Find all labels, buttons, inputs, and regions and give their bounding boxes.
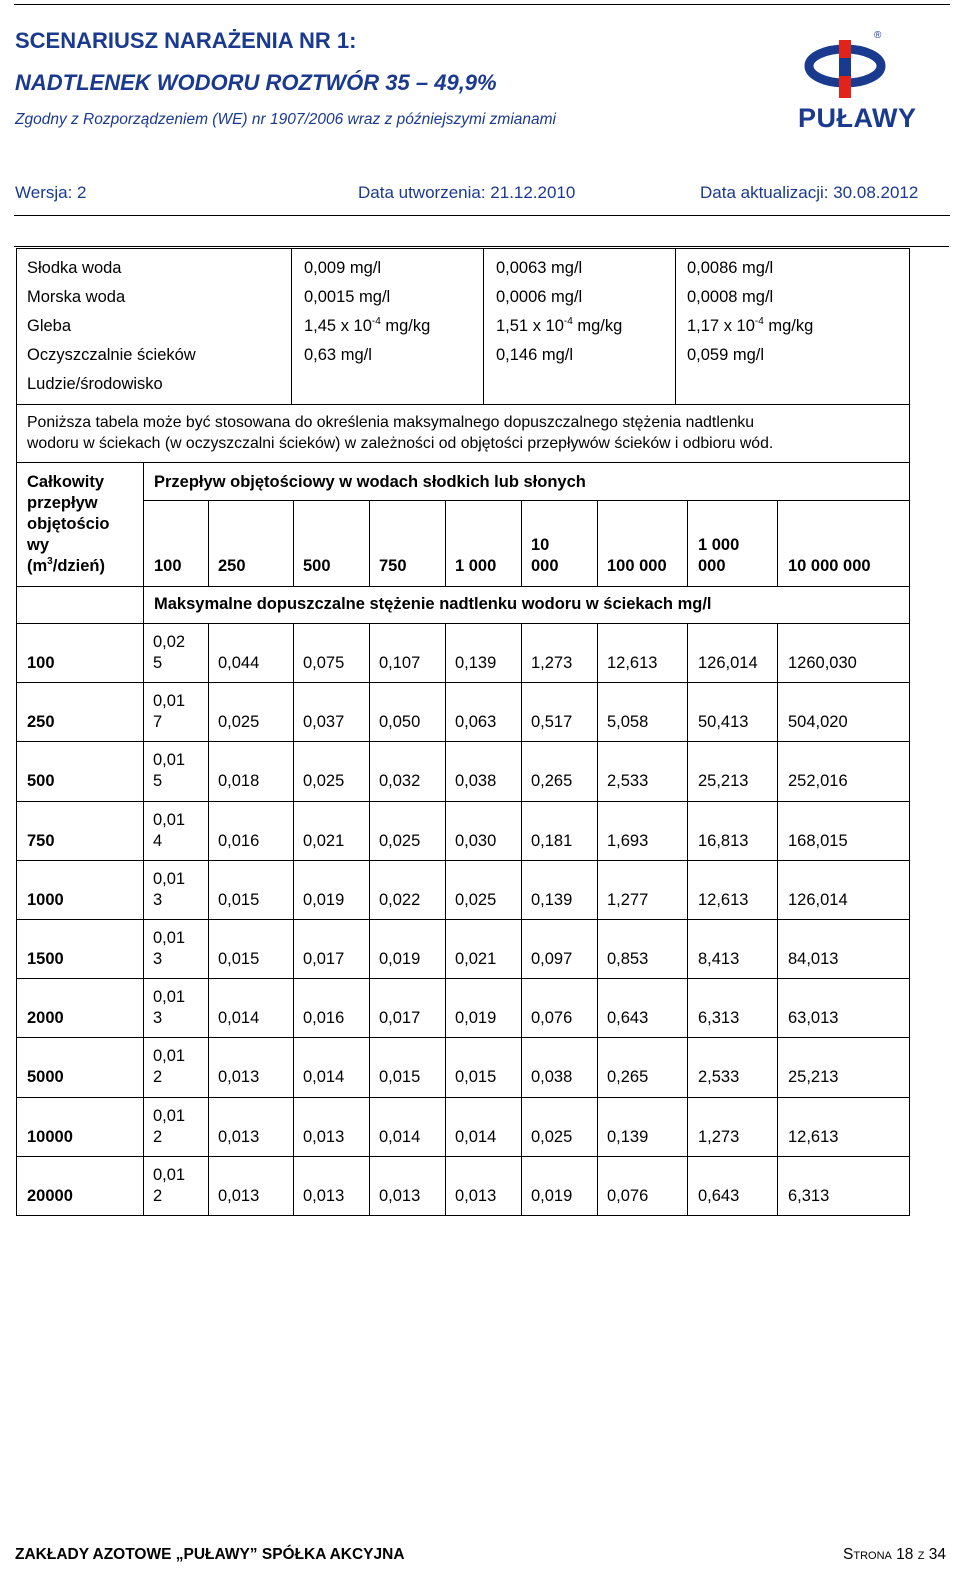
column-separator: [597, 802, 598, 861]
column-header: 1 000: [455, 557, 497, 575]
column-separator: [143, 861, 144, 920]
pnec-cell: 1,17 x $10^{-4}$ mg/kg: [687, 315, 814, 335]
table-cell: 0,021: [455, 950, 497, 968]
table-cell: 0,075: [303, 654, 345, 672]
column-separator: [293, 683, 294, 742]
column-separator: [687, 683, 688, 742]
table-cell: 4: [153, 832, 163, 850]
column-separator: [369, 861, 370, 920]
row-flow-value: 1000: [27, 891, 64, 909]
table-cell: 0,019: [303, 891, 345, 909]
column-separator: [777, 920, 778, 979]
column-separator: [369, 1098, 370, 1157]
table-cell: 12,613: [607, 654, 658, 672]
pnec-row-label: Słodka woda: [27, 259, 122, 277]
table-cell: 0,015: [379, 1068, 421, 1086]
table-cell: 0,025: [531, 1128, 573, 1146]
row-flow-value: 500: [27, 772, 55, 790]
column-separator: [687, 742, 688, 802]
table-cell: 0,032: [379, 772, 421, 790]
table-cell: 0,037: [303, 713, 345, 731]
column-separator: [143, 742, 144, 802]
table-cell: 0,01: [153, 870, 186, 888]
table-cell: 3: [153, 1009, 163, 1027]
column-header: 500: [303, 557, 331, 575]
table-cell: 2: [153, 1068, 163, 1086]
pnec-cell: 0,0008 mg/l: [687, 288, 774, 306]
column-separator: [687, 624, 688, 683]
column-separator: [597, 1157, 598, 1216]
table-cell: 0,139: [531, 891, 573, 909]
table-cell: 0,038: [455, 772, 497, 790]
column-separator: [521, 920, 522, 979]
table-cell: 0,017: [303, 950, 345, 968]
column-separator: [369, 920, 370, 979]
column-separator: [293, 1157, 294, 1216]
pnec-cell: 0,059 mg/l: [687, 346, 765, 364]
row-flow-value: 10000: [27, 1128, 73, 1146]
table-cell: 0,01: [153, 692, 186, 710]
table-cell: 0,517: [531, 713, 573, 731]
table-cell: 0,025: [303, 772, 345, 790]
table-cell: 0,265: [607, 1068, 649, 1086]
column-separator: [521, 979, 522, 1038]
column-separator: [445, 1038, 446, 1098]
table-cell: 84,013: [788, 950, 839, 968]
logo-wordmark: PUŁAWY: [798, 103, 917, 133]
row-flow-value: 250: [27, 713, 55, 731]
header-bottom-rule: [14, 215, 950, 216]
table-cell: 0,643: [698, 1187, 740, 1205]
table-cell: 0,181: [531, 832, 573, 850]
header-top-rule: [14, 4, 950, 5]
table-cell: 25,213: [698, 772, 749, 790]
column-separator: [777, 1157, 778, 1216]
column-separator: [208, 920, 209, 979]
table-cell: 0,019: [455, 1009, 497, 1027]
column-separator: [369, 683, 370, 742]
subheader: Maksymalne dopuszczalne stężenie nadtlenku wodoru w ściekach mg/l: [154, 595, 712, 613]
column-separator: [777, 861, 778, 920]
column-separator: [143, 624, 144, 683]
table-cell: 0,025: [379, 832, 421, 850]
row-flow-value: 20000: [27, 1187, 73, 1205]
table-cell: 0,019: [379, 950, 421, 968]
column-separator: [293, 861, 294, 920]
table-cell: 0,265: [531, 772, 573, 790]
table-cell: 0,063: [455, 713, 497, 731]
row-flow-value: 750: [27, 832, 55, 850]
column-separator: [293, 979, 294, 1038]
table-cell: 2: [153, 1187, 163, 1205]
column-separator: [777, 1038, 778, 1098]
table-cell: 2,533: [607, 772, 649, 790]
column-separator: [777, 979, 778, 1038]
column-header: 100: [154, 557, 182, 575]
column-separator: [143, 1157, 144, 1216]
table-cell: 168,015: [788, 832, 848, 850]
column-separator: [445, 920, 446, 979]
column-separator: [597, 683, 598, 742]
column-separator: [208, 861, 209, 920]
document-title: SCENARIUSZ NARAŻENIA NR 1:: [15, 28, 357, 53]
column-separator: [208, 979, 209, 1038]
column-separator: [369, 742, 370, 802]
registered-mark: ®: [874, 30, 882, 41]
pnec-cell: 1,45 x $10^{-4}$ mg/kg: [304, 315, 431, 335]
table-cell: 0,076: [607, 1187, 649, 1205]
table-cell: 1,273: [531, 654, 573, 672]
table-cell: 0,643: [607, 1009, 649, 1027]
column-separator: [521, 742, 522, 802]
table-cell: 63,013: [788, 1009, 839, 1027]
table-cell: 0,015: [218, 950, 260, 968]
column-separator: [293, 802, 294, 861]
column-separator: [208, 742, 209, 802]
pnec-cell: 0,0063 mg/l: [496, 259, 583, 277]
table-cell: 0,01: [153, 811, 186, 829]
column-separator: [687, 861, 688, 920]
column-separator: [777, 624, 778, 683]
page-number: Strona 18 z 34: [843, 1546, 946, 1563]
column-separator: [445, 1098, 446, 1157]
column-separator: [445, 624, 446, 683]
column-separator: [445, 1157, 446, 1216]
column-separator: [293, 920, 294, 979]
table-cell: 0,01: [153, 988, 186, 1006]
table-cell: 6,313: [698, 1009, 740, 1027]
column-separator: [597, 920, 598, 979]
column-separator: [369, 1157, 370, 1216]
table-cell: 0,018: [218, 772, 260, 790]
table-cell: 7: [153, 713, 163, 731]
rowhead-label: przepływ: [27, 494, 98, 512]
table-cell: 0,015: [455, 1068, 497, 1086]
table-cell: 0,016: [303, 1009, 345, 1027]
pnec-cell: 0,0086 mg/l: [687, 259, 774, 277]
note-line: wodoru w ściekach (w oczyszczalni ścieków) w zależności od objętości przepływów ścieków i odbioru wód.: [27, 435, 774, 452]
table-cell: 6,313: [788, 1187, 830, 1205]
table-cell: 0,097: [531, 950, 573, 968]
table-cell: 1,277: [607, 891, 649, 909]
column-separator: [445, 742, 446, 802]
table-cell: 0,014: [455, 1128, 497, 1146]
table-cell: 0,044: [218, 654, 260, 672]
table-cell: 0,021: [303, 832, 345, 850]
table-cell: 0,01: [153, 1166, 186, 1184]
column-separator: [521, 802, 522, 861]
table-cell: 1260,030: [788, 654, 857, 672]
table-cell: 5: [153, 772, 163, 790]
pnec-row-label: Oczyszczalnie ścieków: [27, 346, 196, 364]
table-cell: 0,107: [379, 654, 421, 672]
created-date: Data utworzenia: 21.12.2010: [358, 183, 576, 202]
table-cell: 0,013: [218, 1068, 260, 1086]
table-cell: 3: [153, 950, 163, 968]
table-cell: 2: [153, 1128, 163, 1146]
column-separator: [521, 861, 522, 920]
row-flow-value: 5000: [27, 1068, 64, 1086]
row-flow-value: 100: [27, 654, 55, 672]
column-separator: [369, 979, 370, 1038]
column-separator: [208, 1038, 209, 1098]
pnec-cell: 0,0015 mg/l: [304, 288, 391, 306]
footer-company: ZAKŁADY AZOTOWE „PUŁAWY” SPÓŁKA AKCYJNA: [15, 1546, 405, 1563]
table-cell: 252,016: [788, 772, 848, 790]
column-separator: [369, 802, 370, 861]
pnec-cell: 0,146 mg/l: [496, 346, 574, 364]
table-cell: 50,413: [698, 713, 749, 731]
table-cell: 0,016: [218, 832, 260, 850]
column-separator: [521, 1038, 522, 1098]
table-cell: 0,853: [607, 950, 649, 968]
table-cell: 0,013: [303, 1187, 345, 1205]
table-cell: 0,01: [153, 1047, 186, 1065]
rowhead-label: wy: [27, 536, 50, 554]
column-separator: [369, 1038, 370, 1098]
document-subtitle: NADTLENEK WODORU ROZTWÓR 35 – 49,9%: [15, 70, 497, 95]
table-cell: 0,013: [455, 1187, 497, 1205]
table-cell: 0,038: [531, 1068, 573, 1086]
table-cell: 0,139: [607, 1128, 649, 1146]
table-cell: 0,025: [218, 713, 260, 731]
column-separator: [597, 624, 598, 683]
column-separator: [208, 1098, 209, 1157]
regulation-note: Zgodny z Rozporządzeniem (WE) nr 1907/2006 wraz z późniejszymi zmianami: [15, 111, 556, 128]
table-cell: 16,813: [698, 832, 749, 850]
column-separator: [445, 861, 446, 920]
table-cell: 0,013: [303, 1128, 345, 1146]
table-cell: 0,013: [218, 1187, 260, 1205]
table-cell: 0,014: [303, 1068, 345, 1086]
column-separator: [597, 979, 598, 1038]
column-header: 100 000: [607, 557, 667, 575]
row-flow-value: 2000: [27, 1009, 64, 1027]
column-separator: [143, 1038, 144, 1098]
table-cell: 1,693: [607, 832, 649, 850]
version-label: Wersja: 2: [15, 183, 87, 202]
column-separator: [143, 1098, 144, 1157]
column-separator: [521, 683, 522, 742]
column-separator: [597, 1038, 598, 1098]
column-separator: [597, 742, 598, 802]
row-flow-value: 1500: [27, 950, 64, 968]
table-cell: 0,022: [379, 891, 421, 909]
table-cell: 0,050: [379, 713, 421, 731]
column-separator: [143, 920, 144, 979]
table-cell: 126,014: [788, 891, 848, 909]
column-separator: [777, 742, 778, 802]
table-cell: 8,413: [698, 950, 740, 968]
column-separator: [687, 979, 688, 1038]
table-cell: 12,613: [698, 891, 749, 909]
column-separator: [521, 624, 522, 683]
updated-date: Data aktualizacji: 30.08.2012: [700, 183, 919, 202]
table-cell: 0,030: [455, 832, 497, 850]
pnec-row-label: Morska woda: [27, 288, 126, 306]
table-cell: 5: [153, 654, 163, 672]
table-cell: 2,533: [698, 1068, 740, 1086]
column-separator: [293, 1098, 294, 1157]
column-separator: [369, 624, 370, 683]
column-header: 000: [698, 557, 726, 575]
table-cell: 126,014: [698, 654, 758, 672]
table-cell: 0,014: [379, 1128, 421, 1146]
column-separator: [208, 683, 209, 742]
pnec-cell: 0,009 mg/l: [304, 259, 382, 277]
table-cell: 25,213: [788, 1068, 839, 1086]
column-separator: [293, 1038, 294, 1098]
column-separator: [445, 979, 446, 1038]
column-separator: [777, 1098, 778, 1157]
column-separator: [687, 1038, 688, 1098]
column-separator: [293, 624, 294, 683]
column-header: 10 000 000: [788, 557, 871, 575]
pnec-cell: 0,0006 mg/l: [496, 288, 583, 306]
column-separator: [777, 683, 778, 742]
column-separator: [143, 979, 144, 1038]
table-cell: 0,017: [379, 1009, 421, 1027]
table-cell: 0,01: [153, 751, 186, 769]
column-separator: [208, 802, 209, 861]
note-line: Poniższa tabela może być stosowana do określenia maksymalnego dopuszczalnego stężenia nadtlenku: [27, 414, 755, 431]
column-separator: [143, 683, 144, 742]
table-cell: 5,058: [607, 713, 649, 731]
table-cell: 0,02: [153, 633, 186, 651]
table-cell: 0,01: [153, 929, 186, 947]
column-separator: [777, 802, 778, 861]
column-separator: [521, 1098, 522, 1157]
column-separator: [445, 802, 446, 861]
table-cell: 0,139: [455, 654, 497, 672]
pnec-row-label: Ludzie/środowisko: [27, 375, 163, 393]
pnec-cell: 1,51 x $10^{-4}$ mg/kg: [496, 315, 623, 335]
table-cell: 0,013: [218, 1128, 260, 1146]
column-separator: [293, 742, 294, 802]
table-cell: 0,013: [379, 1187, 421, 1205]
column-separator: [143, 802, 144, 861]
column-header: 250: [218, 557, 246, 575]
table-cell: 0,019: [531, 1187, 573, 1205]
column-separator: [445, 683, 446, 742]
column-separator: [687, 1157, 688, 1216]
column-separator: [687, 1098, 688, 1157]
column-header: 1 000: [698, 536, 740, 554]
column-header: 750: [379, 557, 407, 575]
column-separator: [521, 1157, 522, 1216]
table-cell: 12,613: [788, 1128, 839, 1146]
rowhead-label: Całkowity: [27, 473, 105, 491]
column-separator: [687, 802, 688, 861]
pnec-cell: 0,63 mg/l: [304, 346, 372, 364]
table-cell: 0,076: [531, 1009, 573, 1027]
column-separator: [597, 861, 598, 920]
column-separator: [208, 1157, 209, 1216]
table-cell: 0,025: [455, 891, 497, 909]
column-header: 000: [531, 557, 559, 575]
rowhead-label: objętościo: [27, 515, 110, 533]
rowhead-unit: $(m^3/dzień)$: [27, 555, 105, 575]
column-separator: [208, 624, 209, 683]
column-header: 10: [531, 536, 550, 554]
column-separator: [687, 920, 688, 979]
table-cell: 504,020: [788, 713, 848, 731]
column-separator: [597, 1098, 598, 1157]
table-cell: 0,01: [153, 1107, 186, 1125]
table-cell: 0,015: [218, 891, 260, 909]
table-cell: 0,014: [218, 1009, 260, 1027]
column-group-header: Przepływ objętościowy w wodach słodkich lub słonych: [154, 473, 586, 491]
table-cell: 3: [153, 891, 163, 909]
table-cell: 1,273: [698, 1128, 740, 1146]
pnec-row-label: Gleba: [27, 317, 72, 335]
